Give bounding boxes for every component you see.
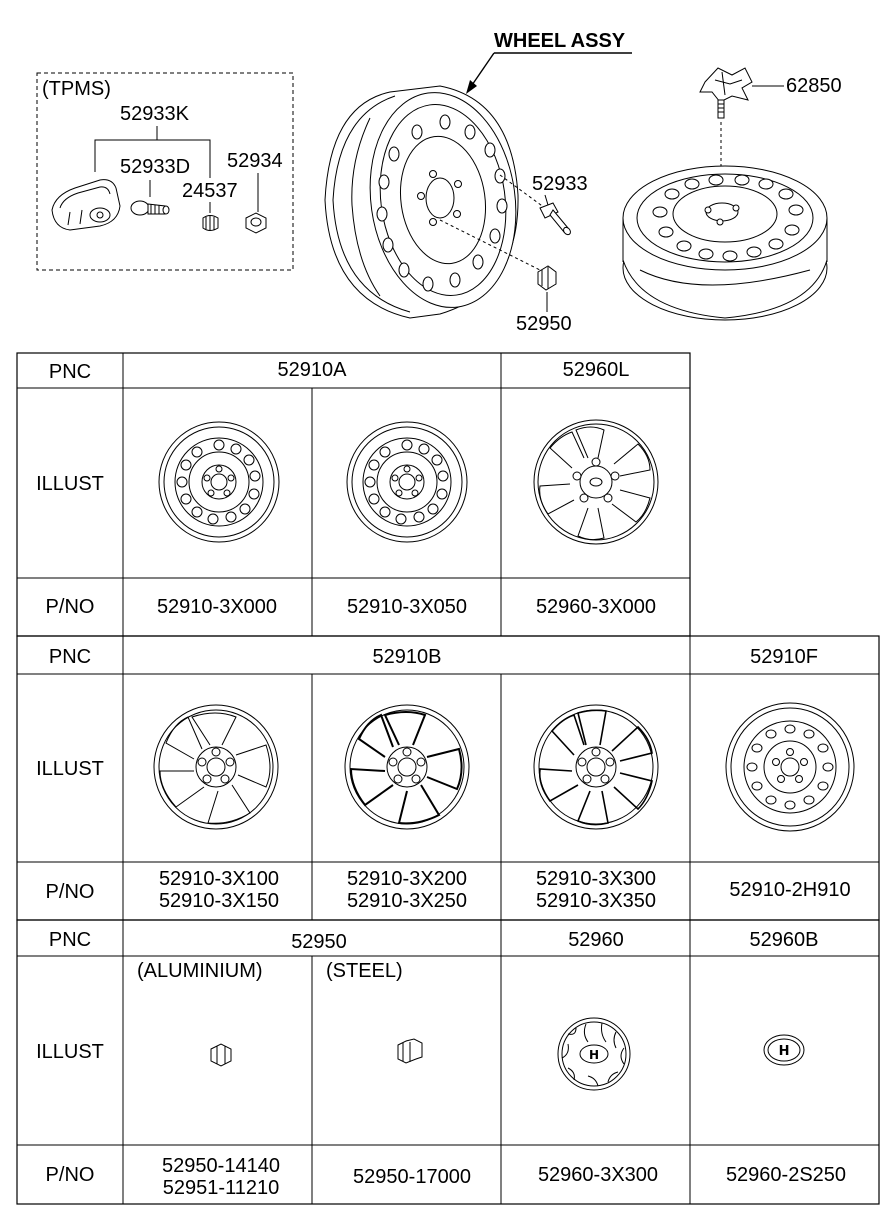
- center-cap-icon: [558, 1018, 630, 1090]
- alloy-wheel-icon: [534, 705, 658, 829]
- pno-52910-3x350: 52910-3X350: [535, 890, 657, 912]
- title-arrow-icon: [466, 80, 477, 94]
- callout-52933k: 52933K: [120, 103, 189, 125]
- callout-52933: 52933: [532, 173, 588, 195]
- lug-nut-icon: [211, 1044, 231, 1066]
- sub-steel: (STEEL): [326, 960, 403, 982]
- hex-nut-icon: [246, 213, 266, 233]
- illust-label: ILLUST: [36, 758, 104, 780]
- pnc-52950: 52950: [291, 931, 347, 953]
- valve-stem-icon: [131, 201, 169, 215]
- pnc-52960: 52960: [568, 929, 624, 951]
- sub-aluminium: (ALUMINIUM): [137, 960, 263, 982]
- pno-52910-3x200: 52910-3X200: [346, 868, 468, 890]
- pno-52960-2s250: 52960-2S250: [725, 1164, 847, 1186]
- pno-52910-3x300: 52910-3X300: [535, 868, 657, 890]
- svg-text:H: H: [778, 1044, 790, 1059]
- pno-52960-3x000: 52960-3X000: [535, 596, 657, 618]
- pnc-label: PNC: [48, 361, 92, 383]
- callout-62850: 62850: [786, 75, 842, 97]
- callout-52933d: 52933D: [120, 156, 191, 178]
- callout-52934: 52934: [227, 150, 283, 172]
- callout-24537: 24537: [182, 180, 238, 202]
- pno-label: P/NO: [45, 596, 95, 618]
- pnc-52960b: 52960B: [749, 929, 819, 951]
- illust-label: ILLUST: [36, 1041, 104, 1063]
- callout-52950: 52950: [516, 313, 572, 335]
- pnc-label: PNC: [48, 929, 92, 951]
- pno-52950-17000: 52950-17000: [353, 1166, 471, 1188]
- lug-nut-icon: [538, 266, 556, 290]
- title-leader: [470, 53, 494, 88]
- wheel-assy-title: WHEEL ASSY: [494, 30, 626, 52]
- pno-52910-3x100: 52910-3X100: [158, 868, 280, 890]
- pno-52910-3x250: 52910-3X250: [346, 890, 468, 912]
- pno-52950-14140: 52950-14140: [162, 1155, 280, 1177]
- pno-52951-11210: 52951-11210: [162, 1177, 280, 1199]
- table-block-2: [17, 636, 879, 920]
- pno-52910-3x150: 52910-3X150: [158, 890, 280, 912]
- valve-cap-icon: [203, 216, 218, 232]
- spare-clamp-icon: [700, 68, 752, 118]
- steel-wheel-icon: [159, 422, 279, 542]
- alloy-wheel-icon: [154, 705, 278, 829]
- steel-wheel-icon: [347, 422, 467, 542]
- tpms-label: (TPMS): [42, 78, 111, 100]
- exploded-diagram: [37, 30, 842, 335]
- pnc-52910b: 52910B: [372, 646, 442, 668]
- emblem-cap-icon: [764, 1035, 804, 1065]
- pno-52960-3x300: 52960-3X300: [537, 1164, 659, 1186]
- lug-nut-icon: [398, 1039, 422, 1063]
- pnc-52910a: 52910A: [277, 359, 347, 381]
- pnc-52960l: 52960L: [562, 359, 630, 381]
- table-block-3: [17, 920, 879, 1204]
- callout-52933-leader: [545, 195, 548, 205]
- pno-52910-3x000: 52910-3X000: [156, 596, 278, 618]
- spare-wheel-icon: [623, 166, 827, 320]
- pno-label: P/NO: [45, 1164, 95, 1186]
- illust-label: ILLUST: [36, 473, 104, 495]
- pno-52910-2h910: 52910-2H910: [729, 879, 851, 901]
- wheel-cover-icon: [534, 420, 658, 544]
- pno-label: P/NO: [45, 881, 95, 903]
- pnc-52910f: 52910F: [750, 646, 818, 668]
- table-block-1: [17, 353, 690, 636]
- svg-text:H: H: [588, 1048, 600, 1062]
- pnc-label: PNC: [48, 646, 92, 668]
- pno-52910-3x050: 52910-3X050: [346, 596, 468, 618]
- steel-wheel-icon: [726, 703, 854, 831]
- tpms-sensor-icon: [52, 180, 120, 230]
- parts-table: [17, 353, 879, 1204]
- steel-wheel-main-icon: [325, 83, 529, 318]
- alloy-wheel-icon: [345, 705, 469, 829]
- valve-icon: [540, 203, 572, 236]
